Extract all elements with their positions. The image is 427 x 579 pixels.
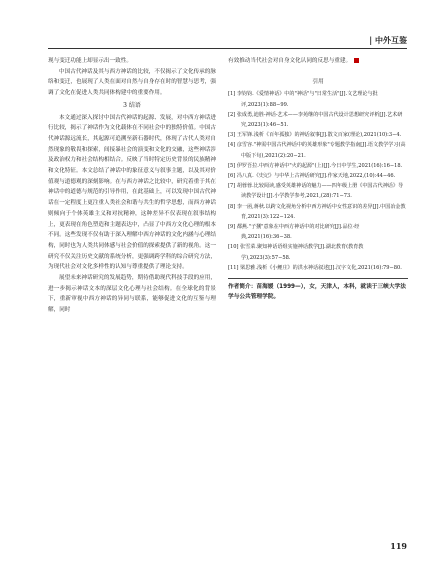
author-bio: 作者简介：苗海媛（1999—），女，天津人，本科，就读于三峡大学法学与公共管理学院。 [228,284,406,301]
reference-item: [9] 都燕."子捌"意象在中西方神话中的对比研究[J].品位·经典,2021(16):36−38. [228,224,360,241]
paragraph: 现与变迁功能上却显示出一致性。 [48,58,132,64]
reference-item: [11] 梁思雅.浅析《小鲤庄》的洪水神话叙述[J].汉字文化,2021(16):79−80. [228,264,402,271]
paragraph: 中国古代神话及其与西方神话的比较，不仅揭示了文化传承的脉络和变迁，也展现了人类在面对自然与自身存在时的智慧与思考，强调了文化在促进人类共同体构建中的重要作用。 [48,68,216,97]
paragraph: 展望未来神话研究的发展趋势，期待借助现代科技手段的应用，进一步揭示神话文本的深层文化心理与社会结构。在全球化的背景下，重新审视中西方神话的异同与联系，能够促进文化的互鉴与理解，同时 [48,275,216,314]
reference-item: [2] 张成勇,迪胜-神话-艺术——李苑继的中国古代设计思想研究评析[J].艺术研究,2023(1):46−51. [228,111,403,129]
reference-item: [7] 胡蓉蓉.比较阅读,感受英雄神话的魅力——四年级上册《中国古代神话》导读教学设计[J].小学教学参考,2021,(28):71−73. [228,183,404,200]
section-title: 3 结语 [123,101,141,109]
page-number: 119 [390,541,407,551]
right-column [228,56,408,302]
reference-item: [3] 王军锋.浅析《百年孤独》的神话叙事[J].散文百家(理论),2021(10):3−4. [228,132,402,139]
end-mark-icon [354,58,359,63]
paragraph: 本文通过深入探讨中国古代神话的起源、发展，对中西方神话进行比较，揭示了神话作为文化载体在不同社会中的独特价值。中国古代神话源远流长，其起源可追溯至新石器时代，体现了古代人类对自然现象的敬畏和探索，间接暴社会的演变和文化的交融，这些神话涉及政治权力和社会结构相结合。反映了当时特定历史背景的民族精神和文化特征。本文总结了神话中的象征意义与叙事主题，以及其对价值观与道德观的深刻影响。在与西方神话之比较中，研究着重于其在神话中的道德与规范的引导作用，在此基础上，可以发现中国古代神话在一定程度上更注重人类社会和谐与共生的哲学思想，而西方神话则倾向于个体英雄主义和对抗精神，这种差异不仅表现在叙事结构上，更表现在角色塑造和主题表达中，凸显了中西方文化心理的根本不同。这些发现不仅有助于深入理解中西方神话的文化内涵与心理结构，同时也为人类共同体感与社会价值的探索提供了新的视角。这一研究不仅关注历史文献的系统分析，更强调跨学科的综合研究方法，为现代社会对文化多样性的认知与尊重提供了理论支持。 [48,114,216,271]
left-column [48,56,216,316]
reference-item: [1] 李钧钧.《爱情神话》中的"神话"与"日常生活"[J].文艺理论与批评,2023(1):88−99. [228,91,378,108]
reference-item: [8] 李一函,蒋秋.以跨文化视角分析中西方神话中女性意识的差异[J].中国冶金教育,2021(3):122−124. [228,203,406,220]
references-list [228,89,408,273]
header-label: | 中外互鉴 [369,35,407,45]
reference-item: [5] 伊罗吾拉.中西方神话中"火的起源"(上)[J].今日中学生,2021(16):16−18. [228,162,403,169]
paragraph: 有效推动当代社会对自身文化认同的反思与重建。 [228,56,408,67]
header-rule [48,48,407,49]
references-title: 引用 [312,78,324,85]
author-rule [228,278,408,279]
reference-item: [4] 彦雪容."神需中国古代神话中的英雄形象"专题教学指南[J].语文教学学习(高中版下旬),2021(2):20−21. [228,142,406,159]
reference-item: [6] 冯八真.《史记》与中华上古神话研究[J].作家天地,2022,(10):44−46. [228,173,396,180]
reference-item: [10] 张雪菜.聚知神话语组实施神话教学[J].湖北教育(教育教学),2023(3):57−58. [228,244,364,261]
